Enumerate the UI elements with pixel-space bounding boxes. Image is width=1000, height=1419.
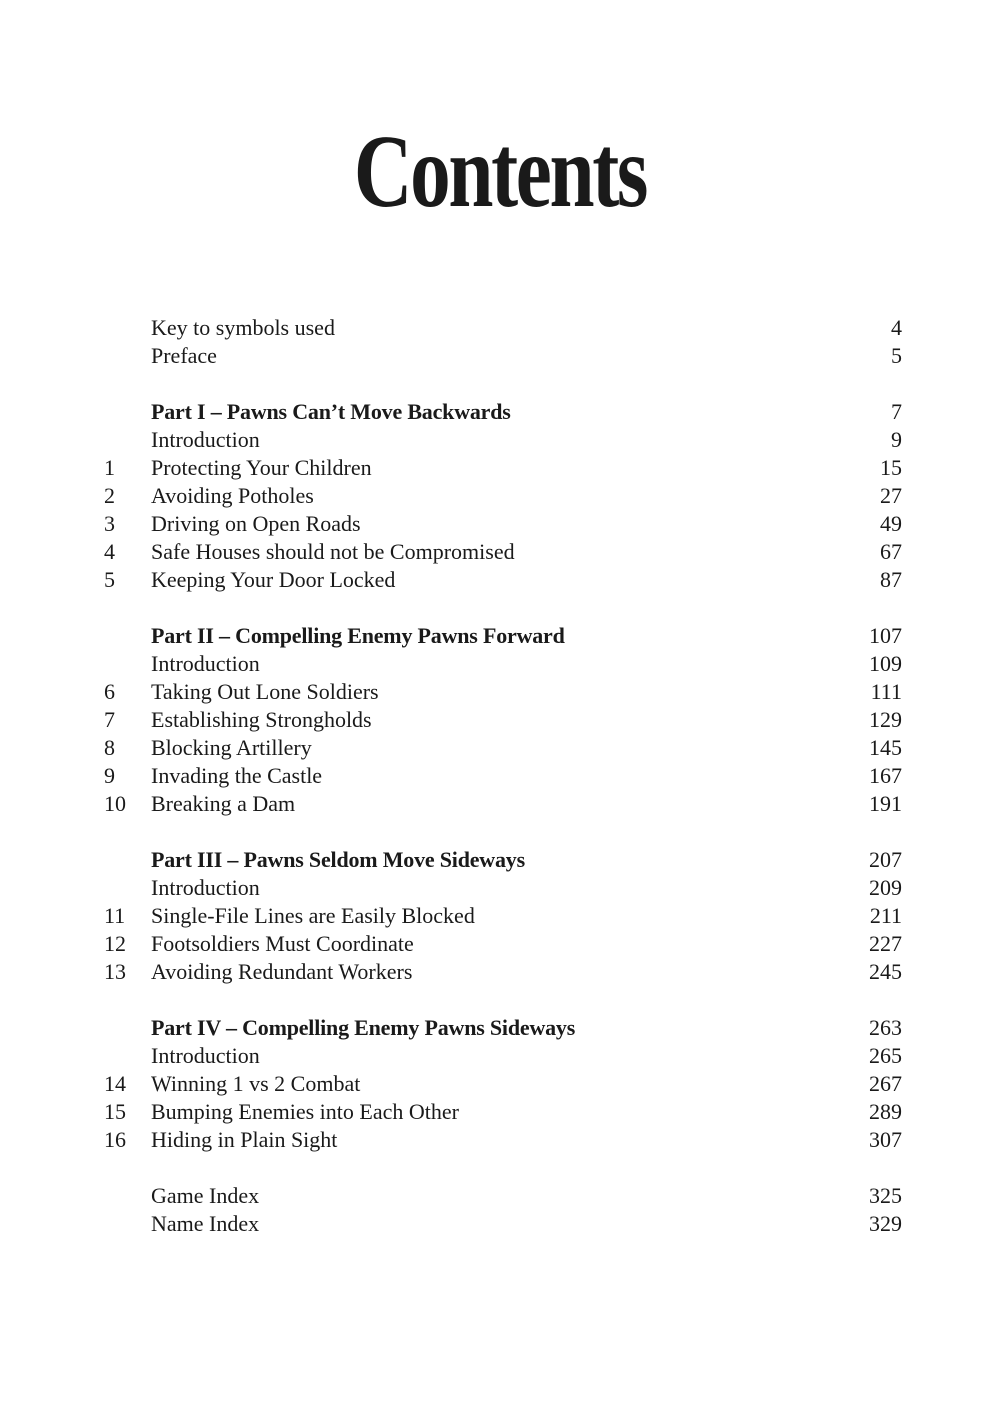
toc-part-heading: [100, 622, 902, 650]
page-number: 67: [880, 539, 902, 564]
chapter-number: 13: [104, 959, 126, 984]
toc-entry: [100, 930, 902, 958]
entry-title: Single-File Lines are Easily Blocked: [151, 903, 475, 928]
toc-part-heading: [100, 398, 902, 426]
entry-title: Bumping Enemies into Each Other: [151, 1099, 459, 1124]
toc-entry: [100, 314, 902, 342]
entry-title: Game Index: [151, 1183, 260, 1208]
page-number: 107: [869, 623, 902, 648]
toc-entry: [100, 678, 902, 706]
chapter-number: 12: [104, 931, 126, 956]
page-number: 87: [880, 567, 902, 592]
toc-entry: [100, 482, 902, 510]
toc-entry: [100, 734, 902, 762]
chapter-number: 9: [104, 763, 115, 788]
entry-title: Taking Out Lone Soldiers: [151, 679, 379, 704]
page-number: 245: [869, 959, 902, 984]
entry-title: Avoiding Potholes: [151, 483, 314, 508]
entry-title: Name Index: [151, 1211, 260, 1236]
toc-entry: [100, 958, 902, 986]
page-number: 209: [869, 875, 902, 900]
page-number: 5: [891, 343, 902, 368]
chapter-number: 16: [104, 1127, 126, 1152]
toc-entry: [100, 1070, 902, 1098]
chapter-number: 4: [104, 539, 115, 564]
page-number: 129: [869, 707, 902, 732]
entry-title: Driving on Open Roads: [151, 511, 361, 536]
entry-title: Protecting Your Children: [151, 455, 372, 480]
page-number: 191: [869, 791, 902, 816]
toc-entry: [100, 1042, 902, 1070]
entry-title: Hiding in Plain Sight: [151, 1127, 338, 1152]
page-number: 289: [869, 1099, 902, 1124]
toc-part-heading: [100, 846, 902, 874]
toc-entry: [100, 342, 902, 370]
entry-title: Breaking a Dam: [151, 791, 296, 816]
chapter-number: 3: [104, 511, 115, 536]
part-title: Part IV – Compelling Enemy Pawns Sideways: [151, 1015, 576, 1040]
toc-entry: [100, 790, 902, 818]
chapter-number: 8: [104, 735, 115, 760]
entry-title: Safe Houses should not be Compromised: [151, 539, 515, 564]
page-number: 227: [869, 931, 902, 956]
page-number: 207: [869, 847, 902, 872]
toc-entry: [100, 538, 902, 566]
chapter-number: 1: [104, 455, 115, 480]
chapter-number: 10: [104, 791, 126, 816]
entry-title: Introduction: [151, 875, 260, 900]
entry-title: Introduction: [151, 427, 260, 452]
page-number: 325: [869, 1183, 902, 1208]
entry-title: Winning 1 vs 2 Combat: [151, 1071, 361, 1096]
toc-entry: [100, 1126, 902, 1154]
toc-entry: [100, 762, 902, 790]
toc-entry: [100, 874, 902, 902]
chapter-number: 5: [104, 567, 115, 592]
toc-entry: [100, 510, 902, 538]
page-number: 7: [891, 399, 902, 424]
page-number: 329: [869, 1211, 902, 1236]
table-of-contents: [100, 314, 902, 1238]
page-number: 109: [869, 651, 902, 676]
entry-title: Preface: [151, 343, 217, 368]
page-number: 15: [880, 455, 902, 480]
part-title: Part II – Compelling Enemy Pawns Forward: [151, 623, 565, 648]
chapter-number: 6: [104, 679, 115, 704]
entry-title: Establishing Strongholds: [151, 707, 372, 732]
chapter-number: 14: [104, 1071, 126, 1096]
entry-title: Avoiding Redundant Workers: [151, 959, 413, 984]
entry-title: Introduction: [151, 1043, 260, 1068]
toc-entry: [100, 1098, 902, 1126]
toc-entry: [100, 1210, 902, 1238]
page-number: 49: [880, 511, 902, 536]
page-number: 265: [869, 1043, 902, 1068]
page-number: 9: [891, 427, 902, 452]
toc-entry: [100, 426, 902, 454]
page-title: Contents: [353, 114, 647, 229]
entry-title: Key to symbols used: [151, 315, 335, 340]
page-number: 145: [869, 735, 902, 760]
toc-entry: [100, 1182, 902, 1210]
entry-title: Footsoldiers Must Coordinate: [151, 931, 414, 956]
page-number: 211: [869, 903, 902, 928]
toc-part-heading: [100, 1014, 902, 1042]
toc-entry: [100, 566, 902, 594]
page-number: 4: [891, 315, 902, 340]
page-number: 167: [869, 763, 902, 788]
chapter-number: 11: [104, 903, 126, 928]
page-number: 111: [870, 679, 902, 704]
part-title: Part I – Pawns Can’t Move Backwards: [151, 399, 511, 424]
toc-entry: [100, 454, 902, 482]
page-number: 307: [869, 1127, 902, 1152]
page-number: 267: [869, 1071, 902, 1096]
chapter-number: 7: [104, 707, 115, 732]
chapter-number: 2: [104, 483, 115, 508]
entry-title: Invading the Castle: [151, 763, 323, 788]
entry-title: Blocking Artillery: [151, 735, 312, 760]
toc-entry: [100, 902, 902, 930]
toc-entry: [100, 650, 902, 678]
chapter-number: 15: [104, 1099, 126, 1124]
page-number: 263: [869, 1015, 902, 1040]
entry-title: Keeping Your Door Locked: [151, 567, 396, 592]
entry-title: Introduction: [151, 651, 260, 676]
toc-entry: [100, 706, 902, 734]
part-title: Part III – Pawns Seldom Move Sideways: [151, 847, 525, 872]
page-number: 27: [880, 483, 902, 508]
